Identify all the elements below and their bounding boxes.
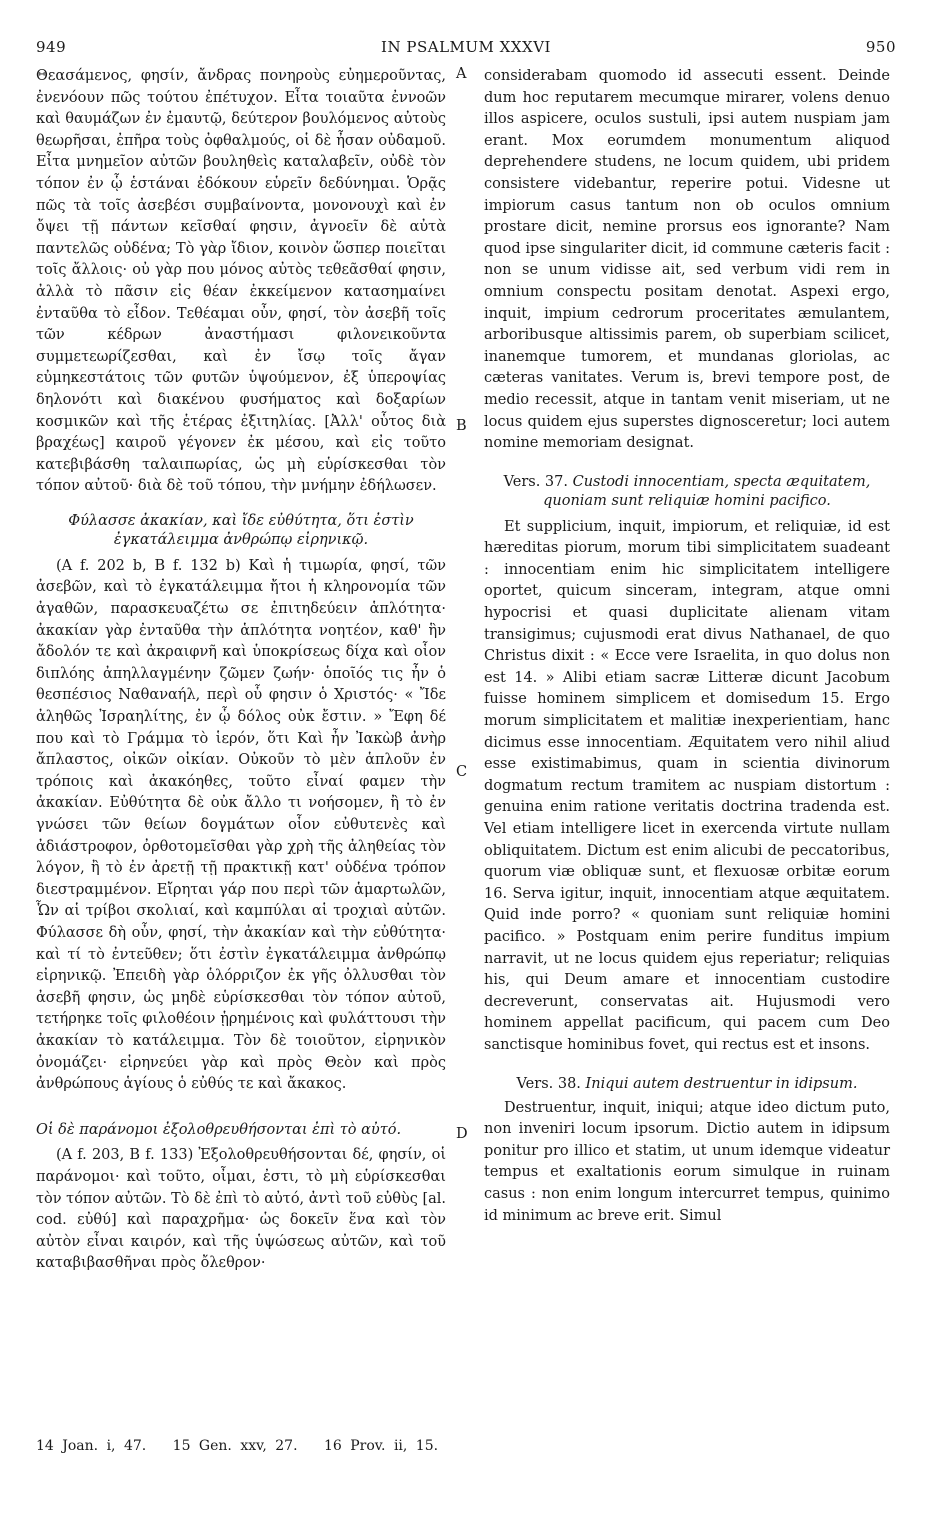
footnotes	[36, 1438, 896, 1454]
running-title: IN PSALMUM XXXVI	[381, 38, 551, 56]
footnote-14: 14 Joan. i, 47.	[36, 1438, 147, 1454]
margin-letter-d: D	[456, 1126, 468, 1142]
margin-letter-b: B	[456, 418, 467, 434]
latin-column	[484, 66, 890, 1227]
page-number-left: 949	[36, 38, 67, 56]
latin-commentary-paragraph: Et supplicium, inquit, impiorum, et reliquiæ, id est hæreditas piorum, morum tibi simplicitatem suadeant : innocentiam enim hic simplicitatem intelligere oportet, quicum sinceram, integram, atque omni hypocrisi et quasi duplicitate alienam vitam transigimus; cujusmodi erat divus Nathanael, de quo Christus dixit : « Ecce vere Israelita, in quo dolus non est 14. » Alibi etiam sacræ Litteræ dicunt Jacobum fuisse hominem simplicem et domisedum 15. Ergo morum simplicitatem et malitiæ inexperientiam, hanc dicimus esse innocentiam. Æquitatem vero nihil aliud esse existimabimus, quam in scientia divinorum dogmatum rectum tramitem ac nuspiam distortum : genuina enim ratione veritatis doctrina tradenda est. Vel etiam intelligere licet in exercenda virtute nullam obliquitatem. Dictum est enim alicubi de peccatoribus, quorum viæ obliquæ sunt, et flexuosæ orbitæ eorum 16. Serva igitur, inquit, innocentiam atque æquitatem. Quid inde porro? « quoniam sunt reliquiæ homini pacifico. » Postquam enim perire funditus impium narravit, ut ne locus quidem ejus reperiatur; reliquias his, qui Deum amare et innocentiam custodire decreverunt, conservatas ait. Hujusmodi vero hominem appellat pacificum, qui pacem cum Deo sanctisque hominibus fovet, qui rectus est et insons.	[484, 518, 890, 1053]
latin-verse-text-38: Iniqui autem destruentur in idipsum.	[585, 1075, 858, 1092]
latin-verse-heading-37	[484, 473, 890, 511]
margin-letter-c: C	[456, 764, 468, 780]
latin-verse-label-38: Vers. 38.	[516, 1075, 581, 1092]
latin-verse-heading-38	[484, 1075, 890, 1094]
greek-verse-heading-38: Οἱ δὲ παράνομοι ἐξολοθρευθήσονται ἐπὶ τὸ αὐτό.	[36, 1121, 402, 1138]
greek-final-paragraph: (A f. 203, B f. 133) Ἐξολοθρευθήσονται δέ, φησίν, οἱ παράνομοι· καὶ τοῦτο, οἶμαι, ἐστι, τὸ μὴ εὑρίσκεσθαι τὸν τόπον αὐτῶν. Τὸ δὲ ἐπὶ τὸ αὐτό, ἀντὶ τοῦ εὐθὺς [al. cod. εὐθύ] καὶ παραχρῆμα· ὡς δοκεῖν ἕνα καὶ τὸν αὐτὸν εἶναι καιρόν, καὶ τῆς ὑψώσεως αὐτῶν, καὶ τοῦ καταβιβασθῆναι πρὸς ὄλεθρον·	[36, 1147, 447, 1272]
footnote-15: 15 Gen. xxv, 27.	[172, 1438, 298, 1454]
greek-intro-paragraph: Θεασάμενος, φησίν, ἄνδρας πονηροὺς εὐημεροῦντας, ἐνενόουν πῶς τούτου ἐπέτυχον. Εἶτα τοιαῦτα ἐννοῶν καὶ θαυμάζων ἐν ἐμαυτῷ, δεύτερον βουλόμενος αὐτοὺς θεωρῆσαι, ἐπῆρα τοὺς ὀφθαλμούς, οἱ δὲ ἦσαν οὐδαμοῦ. Εἶτα μνημεῖον αὐτῶν βουληθεὶς καταλαβεῖν, οὐδὲ τὸν τόπον ἐν ᾧ ἑστάναι ἐδόκουν εὑρεῖν δεδύνημαι. Ὁρᾷς πῶς τὰ τοῖς ἀσεβέσι συμβαίνοντα, μονονουχὶ καὶ ἐν ὄψει τῇ πάντων κεῖσθαί φησιν, ἀγνοεῖν δὲ αὐτὰ παντελῶς οὐδένα; Τὸ γὰρ ἴδιον, κοινὸν ὥσπερ ποιεῖται τοῖς ἄλλοις· οὐ γὰρ που μόνος αὐτὸς τεθεᾶσθαί φησιν, ἀλλὰ τὸ πᾶσιν εἰς θέαν ἐκκείμενον κατασημαίνει ἐνταῦθα τὸ εἶδον. Τεθέαμαι οὖν, φησί, τὸν ἀσεβῆ τοῖς τῶν κέδρων ἀναστήμασι φιλονεικοῦντα συμμετεωρίζεσθαι, καὶ ἐν ἴσῳ τοῖς ἄγαν εὐμηκεστάτοις τῶν φυτῶν ὑψούμενον, ἐξ ὑπεροψίας δηλονότι καὶ διακένου φυσήματος καὶ δοξαρίων κοσμικῶν καὶ τῆς ἑτέρας ἐξιτηλίας. [Ἀλλ' οὗτος διὰ βραχέως] καιροῦ γέγονεν ἐκ μέσου, καὶ εἰς τοῦτο κατεβιβάσθη ταλαιπωρίας, ὡς μὴ εὑρίσκεσθαι τὸν τόπον αὐτοῦ· διὰ δὲ τοῦ τόπου, τὴν μνήμην ἐδήλωσεν.	[36, 68, 446, 495]
greek-column	[36, 66, 446, 1275]
latin-verse-label-37: Vers. 37.	[503, 473, 568, 490]
page-header	[36, 38, 896, 58]
greek-commentary-paragraph: (A f. 202 b, B f. 132 b) Καὶ ἡ τιμωρία, φησί, τῶν ἀσεβῶν, καὶ τὸ ἐγκατάλειμμα ἤτοι ἡ κληρονομία τῶν ἀγαθῶν, παρασκευαζέτω σε ἐπιτηδεύειν ἁπλότητα· ἀκακίαν γὰρ ἐνταῦθα τὴν ἁπλότητα νοητέον, καθ' ἣν ἄδολόν τε καὶ ἀκραιφνῆ καὶ ὑποκρίσεως δίχα καὶ οἷον διπλόης ἀπηλλαγμένην ζῶμεν ζωήν· ὁποῖός τις ἦν ὁ θεσπέσιος Ναθαναήλ, περὶ οὗ φησιν ὁ Χριστός· « Ἴδε ἀληθῶς Ἰσραηλίτης, ἐν ᾧ δόλος οὐκ ἔστιν. » Ἔφη δέ που καὶ τὸ Γράμμα τὸ ἱερόν, ὅτι Καὶ ἦν Ἰακὼβ ἀνὴρ ἄπλαστος, οἰκῶν οἰκίαν. Οὐκοῦν τὸ μὲν ἁπλοῦν ἐν τρόποις καὶ ἀκακόηθες, τοῦτο εἶναί φαμεν τὴν ἀκακίαν. Εὐθύτητα δὲ οὐκ ἄλλο τι νοήσομεν, ἢ τὸ ἐν γνώσει τῶν θείων δογμάτων οἷον εὐθυτενὲς καὶ ἀδιάστροφον, ὀρθοτομεῖσθαι γὰρ χρὴ τῆς ἀληθείας τὸν λόγον, ἢ τὸ ἐν ἀρετῇ τῇ πρακτικῇ κατ' οὐδένα τρόπον διεστραμμένον. Εἴρηται γάρ που περὶ τῶν ἁμαρτωλῶν, Ὧν αἱ τρίβοι σκολιαί, καὶ καμπύλαι αἱ τροχιαὶ αὐτῶν. Φύλασσε δὴ οὖν, φησί, τὴν ἀκακίαν καὶ τὴν εὐθύτητα· καὶ τί τὸ ἐντεῦθεν; ὅτι ἐστὶν ἐγκατάλειμμα ἀνθρώπῳ εἰρηνικῷ. Ἐπειδὴ γὰρ ὁλόρριζον ἐκ γῆς ὀλλυσθαι τὸν ἀσεβῆ φησιν, ὡς μηδὲ εὑρίσκεσθαι τὸν τόπον αὐτοῦ, τετήρηκε τοῖς φιλοθέοιν ᾑρημένοις καὶ φυλάττουσι τὴν ἀκακίαν τὸ κατάλειμμα. Τὸν δὲ τοιοῦτον, εἰρηνικὸν ὀνομάζει· εἰρηνεύει γὰρ καὶ πρὸς Θεὸν καὶ πρὸς ἀνθρώπους ἁγίους ὁ εὐθύς τε καὶ ἄκακος.	[36, 557, 446, 1093]
latin-final-paragraph: Destruentur, inquit, iniqui; atque ideo dictum puto, non inveniri locum ipsorum. Dictio autem in idipsum ponitur pro illico et statim, ut unum idemque videatur tempus et exaltationis eorum simulque in ruinam casus : non enim longum intercurret tempus, quinimo id minimum ac breve erit. Simul	[484, 1099, 890, 1224]
margin-letter-a: A	[456, 66, 467, 82]
footnote-16: 16 Prov. ii, 15.	[323, 1438, 439, 1454]
page-number-right: 950	[865, 38, 896, 56]
latin-verse-text-37: Custodi innocentiam, specta æquitatem, quoniam sunt reliquiæ homini pacifico.	[543, 473, 871, 509]
greek-verse-heading-37: Φύλασσε ἀκακίαν, καὶ ἴδε εὐθύτητα, ὅτι ἐστὶν ἐγκατάλειμμα ἀνθρώπῳ εἰρηνικῷ.	[68, 512, 414, 548]
latin-intro-paragraph: considerabam quomodo id assecuti essent. Deinde dum hoc reputarem mecumque mirarer, volens denuo illos aspicere, oculos sustuli, ipsi autem nuspiam jam erant. Mox eorumdem monumentum aliquod deprehendere studens, ne locum quidem, ubi pridem consistere videbantur, reperire potui. Videsne ut impiorum casus tantum non ob oculos omnium prostare dicit, nemine prorsus eos ignorante? Nam quod ipse singulariter dicit, id commune cæteris facit : non se unum vidisse ait, sed verbum vidi rem in omnium conspectu positam denotat. Aspexi ergo, inquit, impium cedrorum proceritates æmulantem, arboribusque altissimis parem, ob superbiam scilicet, inanemque tumorem, et mundanas gloriolas, ac cæteras vanitates. Verum is, brevi tempore post, de medio recessit, atque in tantam venit miseriam, ut ne locus quidem ejus superstes dignosceretur; loci autem nomine memoriam designat.	[484, 68, 890, 452]
